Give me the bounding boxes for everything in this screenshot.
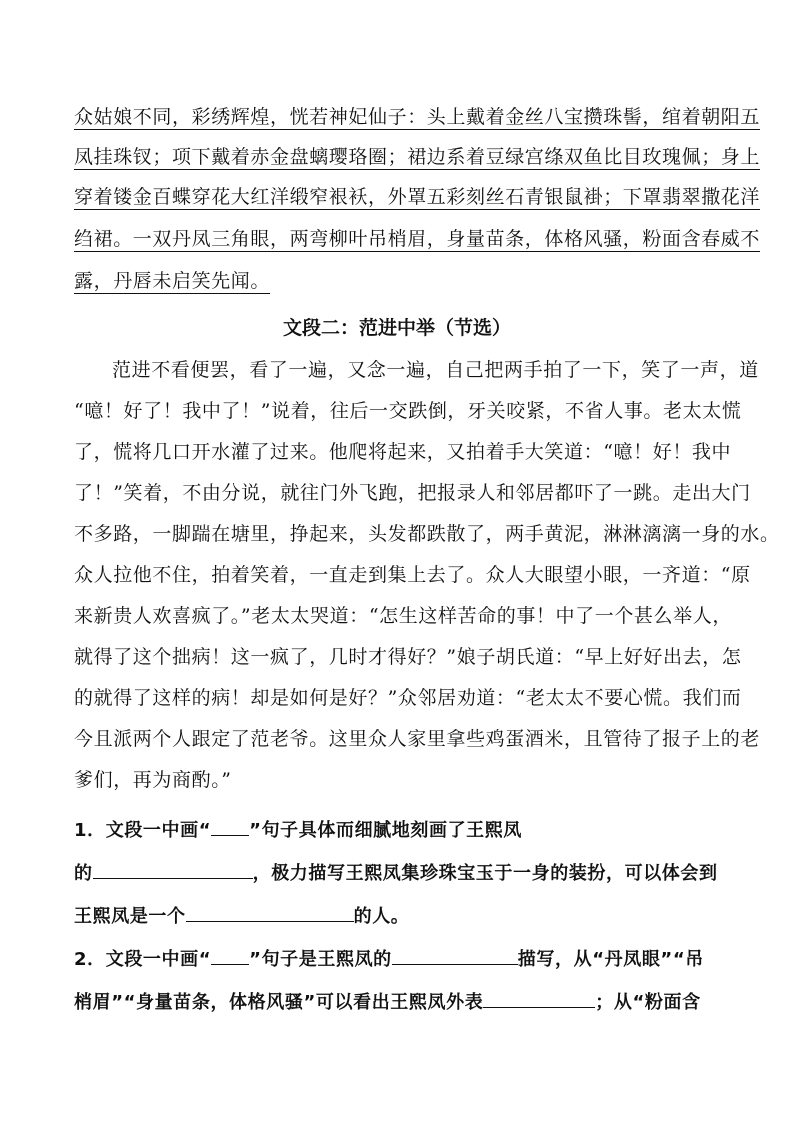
question-1-text-c: 的 (74, 863, 93, 884)
excerpt2-line-8: 就得了这个拙病！这一疯了，几时才得好？”娘子胡氏道：“早上好好出去，怎 (74, 646, 742, 668)
question-1-line-2 (74, 858, 724, 887)
question-2-line-2 (74, 987, 724, 1016)
excerpt2-line-1: 范进不看便罢，看了一遍，又念一遍，自己把两手拍了一下，笑了一声，道 (112, 359, 759, 381)
excerpt2-line-10: 今且派两个人跟定了范老爷。这里众人家里拿些鸡蛋酒米，且管待了报子上的老 (74, 728, 761, 750)
question-2-answer-blank-1[interactable] (392, 944, 518, 965)
excerpt2-line-9: 的就得了这样的病！却是如何是好？”众邻居劝道：“老太太不要心慌。我们而 (74, 687, 742, 709)
question-2-mark-blank (211, 944, 249, 965)
excerpt2-line-5: 不多路，一脚踹在塘里，挣起来，头发都跌散了，两手黄泥，淋淋漓漓一身的水。 (74, 523, 780, 545)
excerpt1-line-5: 露，丹唇未启笑先闻。 (74, 270, 271, 292)
excerpt2-line-11: 爹们，再为商酌。” (74, 769, 232, 791)
question-1-answer-blank-1[interactable] (93, 858, 253, 879)
question-1-text-b: ”句子具体而细腻地刻画了王熙凤 (249, 820, 522, 841)
excerpt2-line-4: 了！”笑着，不由分说，就往门外飞跑，把报录人和邻居都吓了一跳。走出大门 (74, 482, 751, 504)
question-1-text-a: 1．文段一中画“ (74, 820, 212, 841)
question-2-text-b: ”句子是王熙凤的 (249, 949, 392, 970)
question-2-answer-blank-2[interactable] (483, 987, 595, 1008)
question-2-text-a: 2．文段一中画“ (74, 949, 212, 970)
question-1-line-3 (74, 901, 724, 930)
question-1-text-f: 的人。 (353, 906, 410, 927)
question-1-line-1 (74, 815, 724, 844)
question-2-text-d: 梢眉”“身量苗条，体格风骚”可以看出王熙凤外表 (74, 992, 484, 1013)
excerpt2-line-3: 了，慌将几口开水灌了过来。他爬将起来，又拍着手大笑道：“噫！好！我中 (74, 441, 732, 463)
excerpt1-line-3: 穿着镂金百蝶穿花大红洋缎窄裉袄，外罩五彩刻丝石青银鼠褂；下罩翡翠撒花洋 (74, 186, 761, 208)
question-1-answer-blank-2[interactable] (186, 901, 354, 922)
question-1-text-d: ，极力描写王熙凤集珍珠宝玉于一身的装扮，可以体会到 (252, 863, 718, 884)
excerpt2-title: 文段二：范进中举（节选） (282, 317, 511, 339)
question-2-text-c: 描写，从“丹凤眼”“吊 (517, 949, 704, 970)
question-1-text-e: 王熙凤是一个 (74, 906, 186, 927)
excerpt2-line-2: “噫！好了！我中了！”说着，往后一交跌倒，牙关咬紧，不省人事。老太太慌 (74, 400, 742, 422)
question-2-line-1 (74, 944, 724, 973)
excerpt1-line-2: 凤挂珠钗；项下戴着赤金盘螭璎珞圈；裙边系着豆绿宫绦双鱼比目玫瑰佩；身上 (74, 146, 761, 168)
excerpt1-line-1: 众姑娘不同，彩绣辉煌，恍若神妃仙子：头上戴着金丝八宝攒珠髻，绾着朝阳五 (74, 106, 761, 128)
excerpt1-line-4: 绉裙。一双丹凤三角眼，两弯柳叶吊梢眉，身量苗条，体格风骚，粉面含春威不 (74, 228, 761, 250)
excerpt2-line-6: 众人拉他不住，拍着笑着，一直走到集上去了。众人大眼望小眼，一齐道：“原 (74, 564, 751, 586)
question-1-mark-blank (211, 815, 249, 836)
excerpt2-line-7: 来新贵人欢喜疯了。”老太太哭道：“怎生这样苦命的事！中了一个甚么举人， (74, 605, 732, 627)
question-2-text-e: ；从“粉面含 (595, 992, 701, 1013)
